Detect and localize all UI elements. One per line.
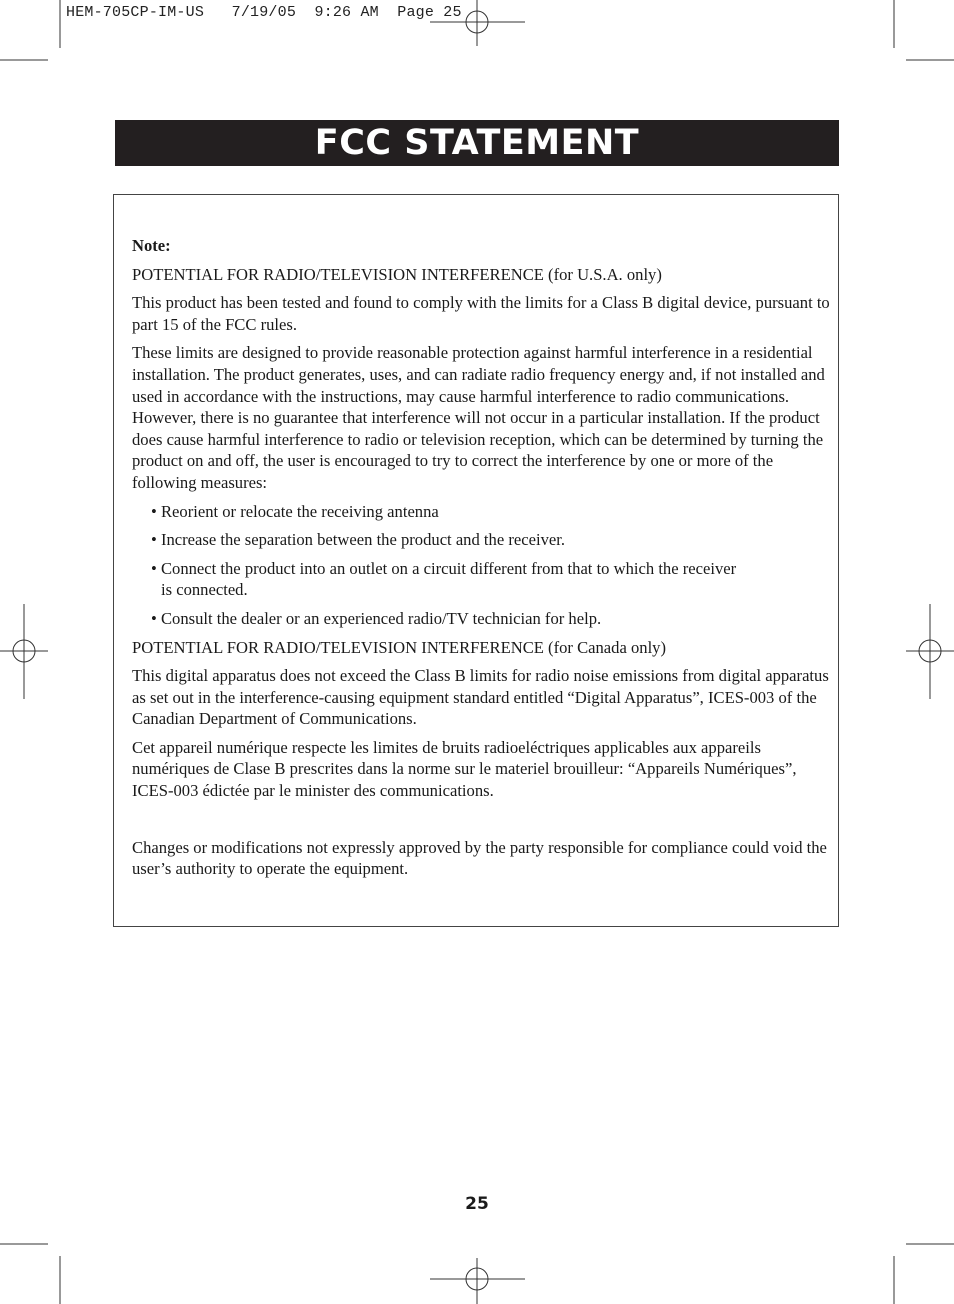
registration-mark-right [906, 604, 954, 699]
spacer [132, 809, 832, 837]
registration-mark-bottom [430, 1258, 525, 1304]
canada-english-paragraph: This digital apparatus does not exceed the Class B limits for radio noise emissions from digital apparatus as set out in the interference-causing equipment standard entitled “Digital Apparatus”, ICES-003 of the Canadian Department of Communications. [132, 666, 829, 729]
canada-french-paragraph: Cet appareil numérique respecte les limites de bruits radioeléctriques applicables aux appareils numériques de Clase B prescrites dans la norme sur le materiel brouilleur: “Appareils Numériques”, ICES-003 édictée par le minister des communications. [132, 737, 797, 801]
bullet-item [132, 501, 832, 523]
statement-content [132, 235, 832, 887]
page-number: 25 [465, 1194, 489, 1214]
class-b-paragraph: This product has been tested and found to comply with the limits for a Class B digital device, pursuant to part 15 of the FCC rules. [132, 293, 830, 334]
bullet-text: • Connect the product into an outlet on a circuit different from that to which the receiver [151, 558, 737, 578]
bullet-continuation: is connected. [161, 580, 248, 600]
registration-mark-left [0, 604, 48, 699]
bullet-text: • Increase the separation between the product and the receiver. [151, 530, 566, 550]
bullet-text: • Consult the dealer or an experienced radio/TV technician for help. [151, 608, 602, 628]
bullet-item [132, 529, 832, 551]
note-label: Note: [132, 236, 171, 255]
bullet-item [132, 558, 832, 601]
bullet-item [132, 608, 832, 630]
changes-paragraph: Changes or modifications not expressly approved by the party responsible for compliance could void the user’s authority to operate the equipment. [132, 837, 827, 879]
bullet-text: • Reorient or relocate the receiving antenna [151, 501, 439, 521]
limits-paragraph: These limits are designed to provide reasonable protection against harmful interference in a residential installation. The product generates, uses, and can radiate radio frequency energy and, if not installed and used in accordance with the instructions, may cause harmful interference to radio communications. However, there is no guarantee that interference will not occur in a particular installation. If the product does cause harmful interference to radio or television reception, which can be determined by turning the product on and off, the user is encouraged to try to correct the interference by one or more of the following measures: [132, 343, 825, 492]
print-slug: HEM-705CP-IM-US 7/19/05 9:26 AM Page 25 [66, 4, 462, 21]
usa-heading: POTENTIAL FOR RADIO/TELEVISION INTERFERENCE (for U.S.A. only) [132, 264, 662, 284]
canada-heading: POTENTIAL FOR RADIO/TELEVISION INTERFERENCE (for Canada only) [132, 637, 666, 657]
page-title: FCC STATEMENT [115, 120, 839, 166]
